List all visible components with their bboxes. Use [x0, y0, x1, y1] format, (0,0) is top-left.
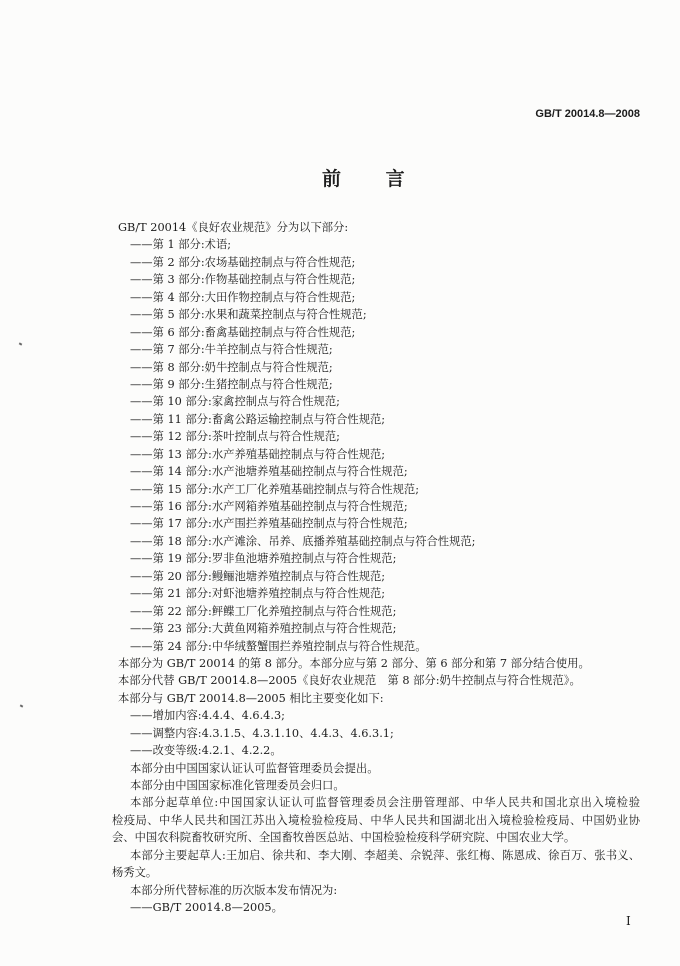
part-list-item: ——第 7 部分:牛羊控制点与符合性规范; — [130, 343, 333, 357]
drafting-units-line: 检疫局、中华人民共和国江苏出入境检验检疫局、中华人民共和国湖北出入境检验检疫局、中国奶业协 — [112, 813, 640, 827]
part-list-item: ——第 14 部分:水产池塘养殖基础控制点与符合性规范; — [130, 465, 408, 479]
part-list-item: ——第 2 部分:农场基础控制点与符合性规范; — [130, 255, 356, 269]
part-list-item: ——第 12 部分:茶叶控制点与符合性规范; — [130, 430, 340, 444]
drafters-line: 杨秀文。 — [112, 866, 158, 880]
part-list-item: ——第 17 部分:水产围拦养殖基础控制点与符合性规范; — [130, 517, 408, 531]
part-list-item: ——第 9 部分:生猪控制点与符合性规范; — [130, 377, 333, 391]
part-list-item: ——第 8 部分:奶牛控制点与符合性规范; — [130, 360, 333, 374]
part-list-item: ——第 22 部分:鲆鲽工厂化养殖控制点与符合性规范; — [130, 604, 397, 618]
change-list-item: ——改变等级:4.2.1、4.2.2。 — [130, 744, 282, 758]
standard-number-header: GB/T 20014.8—2008 — [535, 108, 640, 120]
part-list-item: ——第 5 部分:水果和蔬菜控制点与符合性规范; — [130, 308, 367, 322]
part-list-item: ——第 20 部分:鳗鲡池塘养殖控制点与符合性规范; — [130, 569, 386, 583]
drafting-units-line: 会、中国农科院畜牧研究所、全国畜牧兽医总站、中国检验检疫科学研究院、中国农业大学。 — [112, 831, 576, 845]
part-list-item: ——第 1 部分:术语; — [130, 238, 232, 252]
change-list-item: ——调整内容:4.3.1.5、4.3.1.10、4.4.3、4.6.3.1; — [130, 726, 394, 740]
drafting-units-line: 本部分起草单位:中国国家认证认可监督管理委员会注册管理部、中华人民共和国北京出入境检验 — [130, 796, 640, 810]
part-list-item: ——第 24 部分:中华绒螯蟹围拦养殖控制点与符合性规范。 — [130, 639, 427, 653]
part-list-item: ——第 21 部分:对虾池塘养殖控制点与符合性规范; — [130, 587, 386, 601]
intro-paragraph: GB/T 20014《良好农业规范》分为以下部分: — [118, 221, 349, 234]
history-list-item: ——GB/T 20014.8—2005。 — [130, 901, 283, 915]
part-list-item: ——第 23 部分:大黄鱼网箱养殖控制点与符合性规范; — [130, 622, 397, 636]
replacement-paragraph: 本部分代替 GB/T 20014.8—2005《良好农业规范 第 8 部分:奶牛控制点与符合性规范》。 — [118, 674, 581, 688]
part-list-item: ——第 4 部分:大田作物控制点与符合性规范; — [130, 290, 356, 304]
history-intro: 本部分所代替标准的历次版本发布情况为: — [130, 883, 338, 897]
part-list-item: ——第 15 部分:水产工厂化养殖基础控制点与符合性规范; — [130, 482, 419, 496]
part-list-item: ——第 18 部分:水产滩涂、吊养、底播养殖基础控制点与符合性规范; — [130, 534, 476, 548]
drafters-line: 本部分主要起草人:王加启、徐共和、李大刚、李超美、佘锐萍、张红梅、陈恩成、徐百万、张书义、 — [130, 848, 640, 862]
changes-intro: 本部分与 GB/T 20014.8—2005 相比主要变化如下: — [118, 691, 384, 705]
part-list-item: ——第 3 部分:作物基础控制点与符合性规范; — [130, 273, 356, 287]
part-list-item: ——第 16 部分:水产网箱养殖基础控制点与符合性规范; — [130, 500, 408, 513]
page-title: 前 言 — [322, 168, 405, 190]
page-number: I — [626, 914, 631, 928]
centralized-by-paragraph: 本部分由中国国家标准化管理委员会归口。 — [130, 779, 345, 792]
part-list-item: ——第 19 部分:罗非鱼池塘养殖控制点与符合性规范; — [130, 552, 397, 566]
scope-paragraph: 本部分为 GB/T 20014 的第 8 部分。本部分应与第 2 部分、第 6 部分和第 7 部分结合使用。 — [118, 656, 590, 670]
part-list-item: ——第 10 部分:家禽控制点与符合性规范; — [130, 395, 340, 409]
part-list-item: ——第 13 部分:水产养殖基础控制点与符合性规范; — [130, 447, 386, 461]
change-list-item: ——增加内容:4.4.4、4.6.4.3; — [130, 709, 285, 723]
foreword-body — [0, 219, 680, 917]
part-list-item: ——第 6 部分:畜禽基础控制点与符合性规范; — [130, 325, 356, 339]
proposed-by-paragraph: 本部分由中国国家认证认可监督管理委员会提出。 — [130, 761, 379, 775]
part-list-item: ——第 11 部分:畜禽公路运输控制点与符合性规范; — [130, 412, 386, 426]
